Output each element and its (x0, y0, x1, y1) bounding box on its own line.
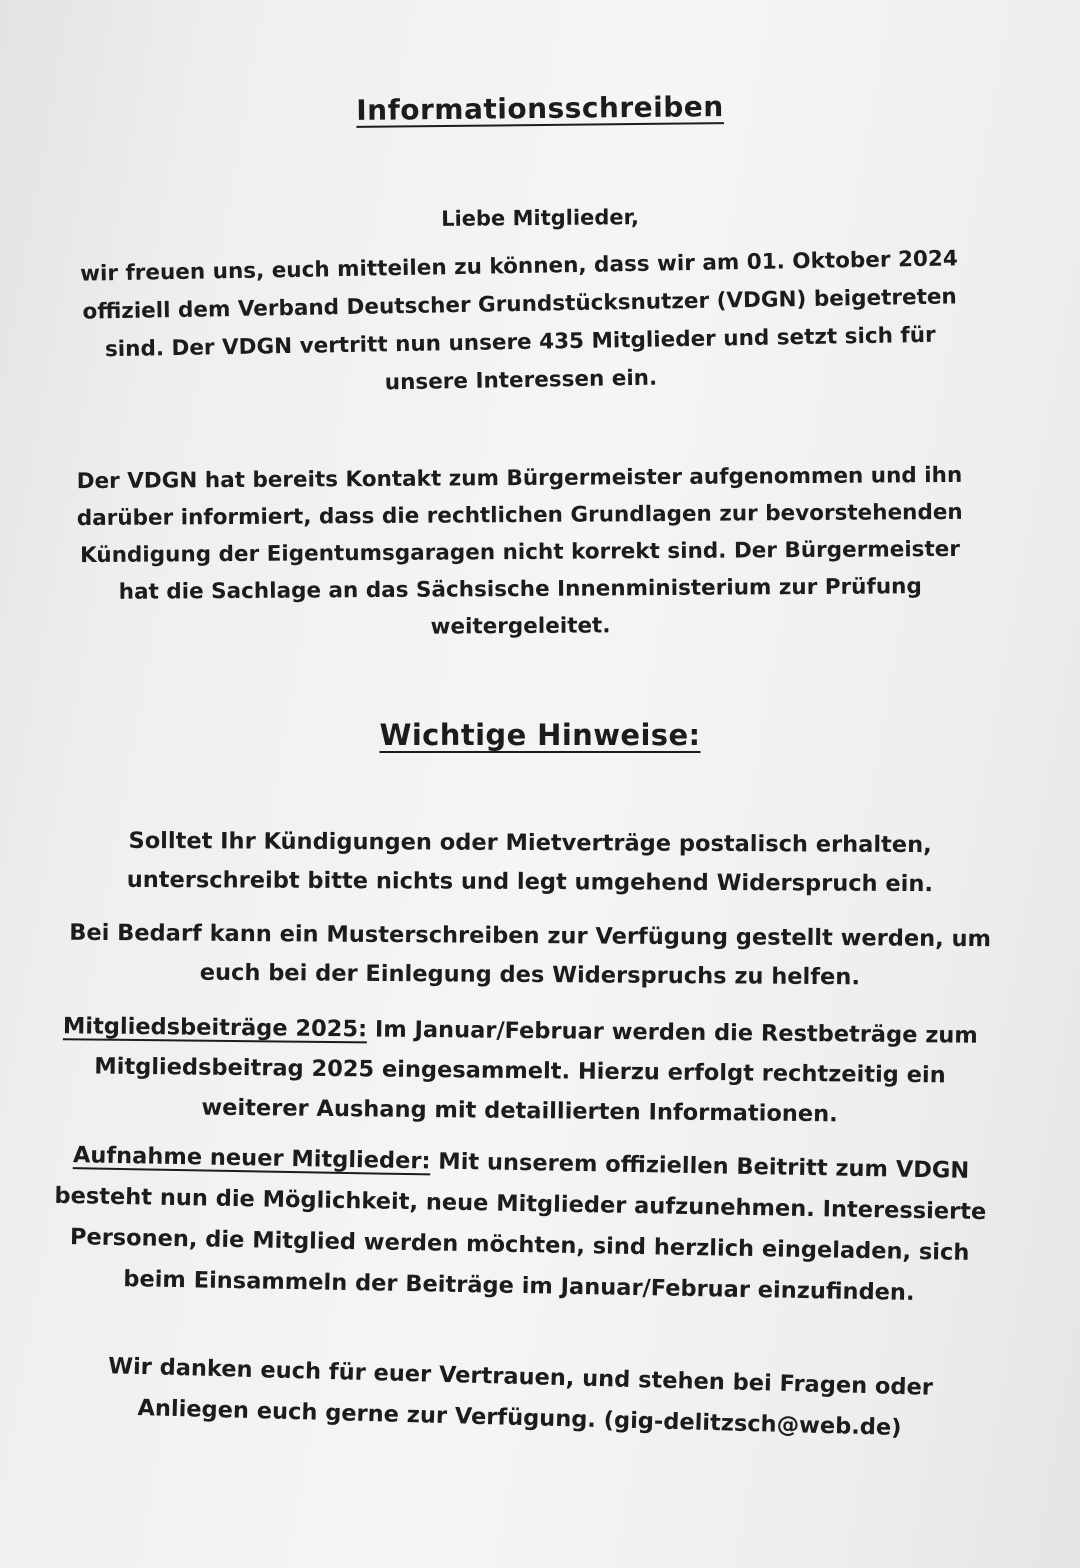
mayor-contact-paragraph: Der VDGN hat bereits Kontakt zum Bürgermeister aufgenommen und ihn darüber informiert, dass die rechtlichen Grundlagen zur bevorstehenden Kündigung der Eigentumsgaragen nicht korrekt sind. Der Bürgermeister hat die Sachlage an das Sächsische Innenministerium zur Prüfung weitergeleitet. (76, 462, 963, 640)
membership-fees-text: Im Januar/Februar werden die Restbeträge zum Mitgliedsbeitrag 2025 eingesammelt. Hierzu erfolgt rechtzeitig ein weiterer Aushang mit detaillierten Informationen. (94, 1016, 978, 1128)
document-title (40, 87, 1040, 130)
greeting: Liebe Mitglieder, (441, 205, 639, 231)
membership-fees-paragraph (39, 1006, 1000, 1136)
closing-paragraph: Wir danken euch für euer Vertrauen, und stehen bei Fragen oder Anliegen euch gerne zur Verfügung. (gig-delitzsch@web.de) (107, 1353, 934, 1441)
termination-notice-paragraph: Solltet Ihr Kündigungen oder Mietverträge postalisch erhalten, unterschreibt bitte nichts und legt umgehend Widerspruch ein. (126, 827, 934, 898)
new-members-text: Mit unserem offiziellen Beitritt zum VDGN besteht nun die Möglichkeit, neue Mitglieder aufzunehmen. Interessierte Personen, die Mitglied werden möchten, sind herzlich eingeladen, sich beim Einsammeln der Beiträge im Januar/Februar einzufinden. (54, 1148, 987, 1306)
membership-fees-lead: Mitgliedsbeiträge 2025: (62, 1013, 368, 1043)
new-members-lead: Aufnahme neuer Mitglieder: (72, 1142, 431, 1175)
important-notes-heading-text: Wichtige Hinweise: (379, 718, 701, 752)
new-members-paragraph (39, 1135, 1002, 1316)
membership-announcement-paragraph: wir freuen uns, euch mitteilen zu können, dass wir am 01. Oktober 2024 offiziell dem Verband Deutscher Grundstücksnutzer (VDGN) beigetreten sind. Der VDGN vertritt nun unsere 435 Mitglieder und setzt sich für unsere Interessen ein. (79, 246, 959, 396)
template-letter-paragraph: Bei Bedarf kann ein Musterschreiben zur Verfügung gestellt werden, um euch bei der Einlegung des Widerspruchs zu helfen. (69, 919, 992, 991)
important-notes-heading (40, 718, 1040, 752)
document-title-text: Informationsschreiben (356, 90, 724, 127)
